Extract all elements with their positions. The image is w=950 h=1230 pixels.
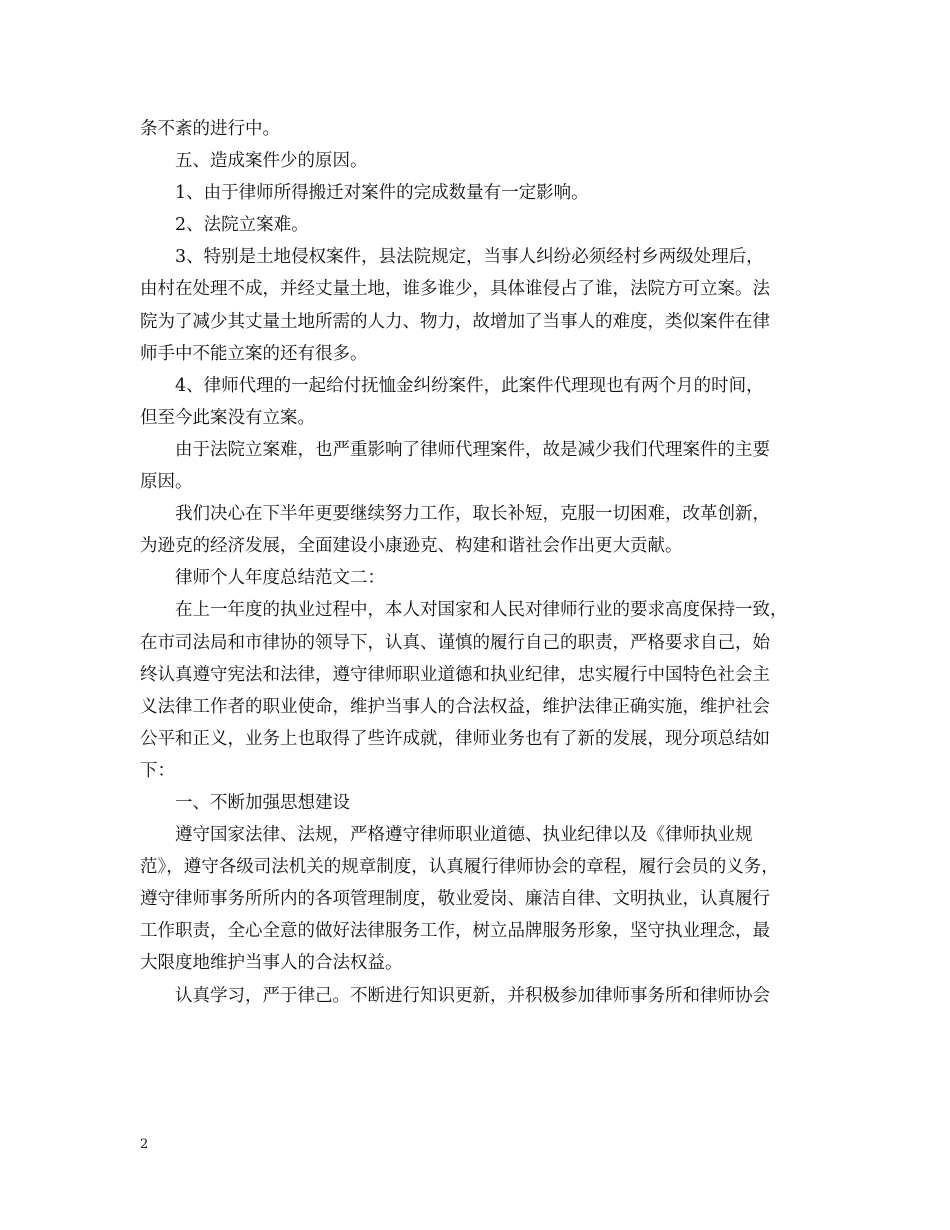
text-line: 公平和正义，业务上也取得了些许成就，律师业务也有了新的发展，现分项总结如 — [140, 728, 770, 749]
text-line: 2、法院立案难。 — [140, 215, 309, 236]
text-line: 院为了减少其丈量土地所需的人力、物力，故增加了当事人的难度，类似案件在律 — [140, 311, 770, 332]
text-line: 1、由于律师所得搬迁对案件的完成数量有一定影响。 — [140, 183, 589, 204]
text-line: 在市司法局和市律协的领导下，认真、谨慎的履行自己的职责，严格要求自己，始 — [140, 632, 770, 653]
text-line: 但至今此案没有立案。 — [140, 407, 315, 428]
text-line: 3、特别是土地侵权案件，县法院规定，当事人纠纷必须经村乡两级处理后， — [140, 247, 764, 268]
text-line: 范》，遵守各级司法机关的规章制度，认真履行律师协会的章程，履行会员的义务， — [140, 857, 779, 878]
text-line: 我们决心在下半年更要继续努力工作，取长补短，克服一切困难，改革创新， — [140, 504, 770, 525]
text-line: 遵守律师事务所所内的各项管理制度，敬业爱岗、廉洁自律、文明执业，认真履行 — [140, 889, 770, 910]
text-line: 义法律工作者的职业使命，维护当事人的合法权益，维护法律正确实施，维护社会 — [140, 696, 770, 717]
text-line: 由于法院立案难，也严重影响了律师代理案件，故是减少我们代理案件的主要 — [140, 439, 770, 460]
text-line: 下： — [140, 760, 175, 781]
text-line: 工作职责，全心全意的做好法律服务工作，树立品牌服务形象，坚守执业理念，最 — [140, 921, 770, 942]
text-line: 为逊克的经济发展，全面建设小康逊克、构建和谐社会作出更大贡献。 — [140, 536, 683, 557]
text-line: 律师个人年度总结范文二： — [140, 568, 385, 589]
body-text — [140, 113, 812, 1012]
text-line: 师手中不能立案的还有很多。 — [140, 343, 368, 364]
text-line: 在上一年度的执业过程中，本人对国家和人民对律师行业的要求高度保持一致， — [140, 600, 788, 621]
text-line: 终认真遵守宪法和法律，遵守律师职业道德和执业纪律，忠实履行中国特色社会主 — [140, 664, 770, 685]
text-line: 遵守国家法律、法规，严格遵守律师职业道德、执业纪律以及《律师执业规 — [140, 825, 753, 846]
page-number: 2 — [140, 1137, 149, 1152]
text-line: 由村在处理不成，并经丈量土地，谁多谁少，具体谁侵占了谁，法院方可立案。法 — [140, 279, 770, 300]
text-line: 4、律师代理的一起给付抚恤金纠纷案件，此案件代理现也有两个月的时间， — [140, 375, 764, 396]
text-line: 一、不断加强思想建设 — [140, 792, 350, 813]
text-line: 条不紊的进行中。 — [140, 119, 280, 139]
text-line: 认真学习，严于律己。不断进行知识更新，并积极参加律师事务所和律师协会 — [140, 985, 770, 1006]
text-line: 五、造成案件少的原因。 — [140, 151, 368, 172]
text-line: 原因。 — [140, 472, 193, 493]
text-line: 大限度地维护当事人的合法权益。 — [140, 953, 403, 974]
